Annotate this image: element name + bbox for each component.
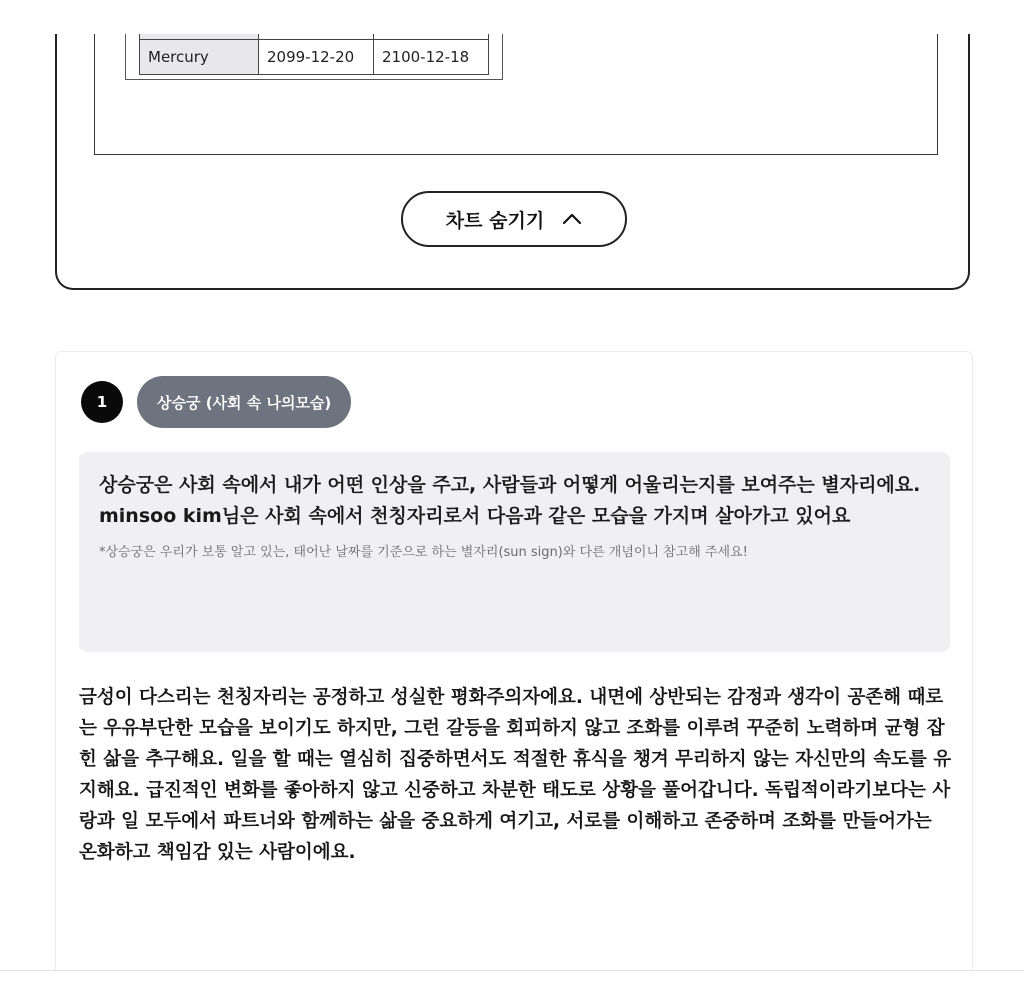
section-tag: 상승궁 (사회 속 나의모습): [137, 376, 351, 428]
table-row: [140, 40, 489, 75]
top-bar: [0, 0, 1024, 34]
planet-cell: Mercury: [140, 40, 259, 75]
hide-chart-button[interactable]: [401, 191, 627, 247]
intro-note: *상승궁은 우리가 보통 알고 있는, 태어난 날짜를 기준으로 하는 별자리(sun sign)와 다른 개념이니 참고해 주세요!: [99, 545, 748, 560]
section-number-badge: 1: [81, 381, 123, 423]
section-body: 금성이 다스리는 천칭자리는 공정하고 성실한 평화주의자에요. 내면에 상반되는 감정과 생각이 공존해 때로는 우유부단한 모습을 보이기도 하지만, 그런 갈등을 회피하지 않고 조화를 이루려 꾸준히 노력하며 균형 잡힌 삶을 추구해요. 일을 할 때는 열심히 집중하면서도 적절한 휴식을 챙겨 무리하지 않는 자신만의 속도를 유지해요. 급진적인 변화를 좋아하지 않고 신중하고 차분한 태도로 상황을 풀어갑니다. 독립적이라기보다는 사랑과 일 모두에서 파트너와 함께하는 삶을 중요하게 여기고, 서로를 이해하고 존중하며 조화를 만들어가는 온화하고 책임감 있는 사람이에요.: [79, 687, 952, 863]
ascendant-section: [55, 351, 973, 971]
hide-chart-label: 차트 숨기기: [445, 209, 545, 232]
end-date-cell: 2100-12-18: [374, 40, 489, 75]
intro-title: 상승궁은 사회 속에서 내가 어떤 인상을 주고, 사람들과 어떻게 어울리는지를 보여주는 별자리에요. minsoo kim님은 사회 속에서 천칭자리로서 다음과 같은 모습을 가지며 살아가고 있어요: [99, 474, 921, 527]
intro-box: [79, 452, 950, 652]
chevron-up-icon: [562, 213, 582, 225]
start-date-cell: 2099-12-20: [259, 40, 374, 75]
chart-card: [55, 0, 970, 290]
divider: [0, 970, 1024, 971]
